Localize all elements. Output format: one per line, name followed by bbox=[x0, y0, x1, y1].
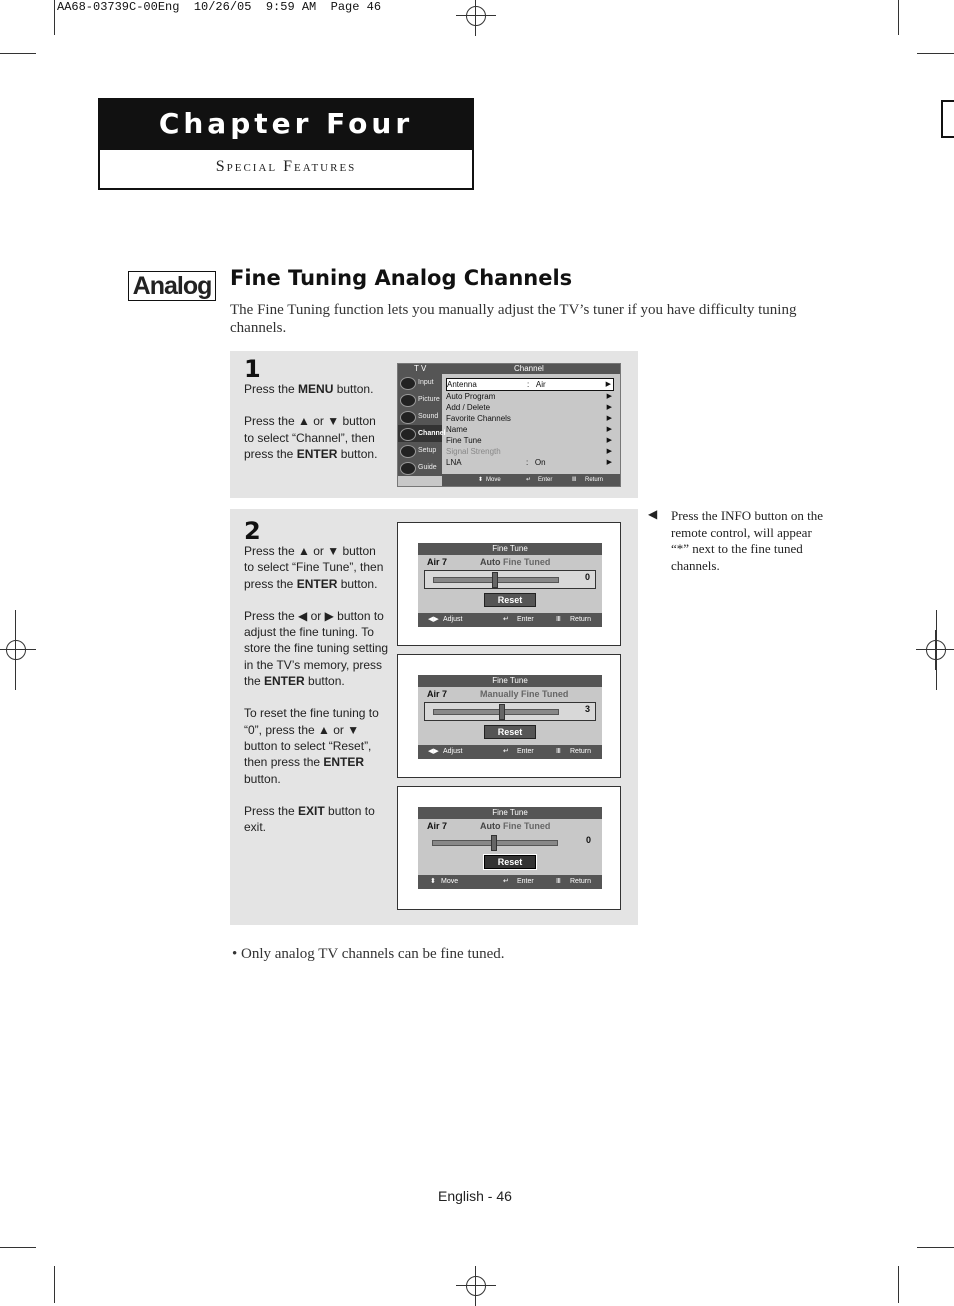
registration-mark bbox=[916, 630, 954, 670]
return-icon: Ⅲ bbox=[556, 878, 561, 885]
arrow-right-icon: ▶ bbox=[606, 437, 612, 444]
crop-mark bbox=[54, 0, 55, 35]
tv-menu-list bbox=[446, 378, 614, 468]
return-icon: Ⅲ bbox=[572, 477, 577, 483]
menu-row-favorite-channels: Favorite Channels ▶ bbox=[446, 414, 612, 423]
enter-icon: ↵ bbox=[526, 477, 532, 483]
enter-icon: ↵ bbox=[503, 616, 509, 623]
intro-text: The Fine Tuning function lets you manually adjust the TV’s tuner if you have difficulty tuning channels. bbox=[230, 302, 797, 336]
sidebar-item-guide: Guide bbox=[398, 459, 442, 476]
step2-text bbox=[244, 543, 389, 851]
fine-tune-screen-3 bbox=[397, 786, 621, 910]
pointer-left-icon: ◀ bbox=[648, 507, 658, 521]
tv-menu-header: T V Channel bbox=[398, 364, 620, 374]
tv-menu-footer: ⬍ Move ↵ Enter Ⅲ Return bbox=[442, 474, 620, 486]
fine-tune-title: Fine Tune bbox=[418, 807, 602, 819]
arrow-right-icon: ▶ bbox=[605, 381, 611, 388]
menu-row-lna: LNA : On ▶ bbox=[446, 458, 612, 467]
fine-tune-slider: 3 bbox=[424, 702, 596, 721]
setup-icon bbox=[400, 445, 416, 458]
chapter-subtitle: Special Features bbox=[215, 158, 357, 175]
step1-para2: Press the ▲ or ▼ button to select “Channel”, then press the ENTER button. bbox=[244, 414, 378, 461]
step1-number: 1 bbox=[244, 355, 261, 383]
registration-mark bbox=[0, 630, 36, 670]
print-slug: AA68-03739C-00Eng 10/26/05 9:59 AM Page 46 bbox=[57, 0, 382, 14]
crop-mark bbox=[0, 53, 36, 54]
adjust-icon: ◀▶ bbox=[428, 748, 439, 755]
step2-para3: To reset the fine tuning to “0”, press the ▲ or ▼ button to select “Reset”, then press the ENTER button. bbox=[244, 706, 379, 786]
slider-knob bbox=[491, 835, 497, 851]
crop-mark bbox=[0, 1247, 36, 1248]
arrow-right-icon: ▶ bbox=[606, 415, 612, 422]
page-number: English - 46 bbox=[438, 1188, 512, 1204]
reset-button: Reset bbox=[484, 725, 536, 739]
chapter-title: Chapter Four bbox=[100, 100, 472, 150]
sidebar-item-input: Input bbox=[398, 374, 442, 391]
menu-row-name: Name ▶ bbox=[446, 425, 612, 434]
fine-tune-slider: 0 bbox=[424, 570, 596, 589]
chapter-header bbox=[98, 98, 474, 190]
tv-menu-sidebar bbox=[398, 374, 446, 476]
registration-mark bbox=[456, 0, 496, 36]
fine-tune-slider: 0 bbox=[424, 834, 596, 851]
step2-para1: Press the ▲ or ▼ button to select “Fine Tune”, then press the ENTER button. bbox=[244, 544, 384, 591]
arrow-right-icon: ▶ bbox=[606, 448, 612, 455]
crop-mark bbox=[54, 1266, 55, 1303]
step2-para2: Press the ◀ or ▶ button to adjust the fine tuning. To store the fine tuning setting in the TV’s memory, press the ENTER button. bbox=[244, 608, 389, 689]
arrow-right-icon: ▶ bbox=[606, 426, 612, 433]
fine-tune-screen-2 bbox=[397, 654, 621, 778]
analog-badge: Analog bbox=[128, 271, 216, 301]
crop-mark bbox=[898, 0, 899, 35]
picture-icon bbox=[400, 394, 416, 407]
arrow-right-icon: ▶ bbox=[606, 393, 612, 400]
guide-icon bbox=[400, 462, 416, 475]
fine-tune-osd: Fine Tune Air 7 Auto Fine Tuned 0 Reset ◀▶ Adjust ↵ Enter Ⅲ Return bbox=[418, 543, 602, 627]
fine-tune-footer: ⬍ Move ↵ Enter Ⅲ Return bbox=[418, 875, 602, 889]
bullet-note: • Only analog TV channels can be fine tuned. bbox=[232, 946, 505, 962]
crop-mark bbox=[917, 53, 954, 54]
move-icon: ⬍ bbox=[430, 878, 436, 885]
sidebar-item-setup: Setup bbox=[398, 442, 442, 459]
step2-para4: Press the EXIT button to exit. bbox=[244, 803, 375, 835]
enter-icon: ↵ bbox=[503, 748, 509, 755]
enter-icon: ↵ bbox=[503, 878, 509, 885]
reset-button: Reset bbox=[484, 593, 536, 607]
sound-icon bbox=[400, 411, 416, 424]
arrow-right-icon: ▶ bbox=[606, 404, 612, 411]
fine-tune-footer: ◀▶ Adjust ↵ Enter Ⅲ Return bbox=[418, 613, 602, 627]
menu-row-add-delete: Add / Delete ▶ bbox=[446, 403, 612, 412]
input-icon bbox=[400, 377, 416, 390]
fine-tune-osd: Fine Tune Air 7 Manually Fine Tuned 3 Reset ◀▶ Adjust ↵ Enter Ⅲ Return bbox=[418, 675, 602, 759]
move-icon: ⬍ bbox=[478, 477, 484, 483]
fine-tune-footer: ◀▶ Adjust ↵ Enter Ⅲ Return bbox=[418, 745, 602, 759]
return-icon: Ⅲ bbox=[556, 616, 561, 623]
menu-row-signal-strength: Signal Strength ▶ bbox=[446, 447, 612, 456]
fine-tune-title: Fine Tune bbox=[418, 675, 602, 687]
adjust-icon: ◀▶ bbox=[428, 616, 439, 623]
slider-knob bbox=[499, 704, 505, 720]
sidebar-item-sound: Sound bbox=[398, 408, 442, 425]
tv-channel-menu bbox=[397, 363, 621, 487]
section-title: Fine Tuning Analog Channels bbox=[230, 266, 573, 290]
sidebar-item-picture: Picture bbox=[398, 391, 442, 408]
crop-mark bbox=[917, 1247, 954, 1248]
menu-row-fine-tune: Fine Tune ▶ bbox=[446, 436, 612, 445]
menu-row-antenna: Antenna : Air ▶ bbox=[446, 378, 614, 391]
crop-mark bbox=[898, 1266, 899, 1303]
fine-tune-osd: Fine Tune Air 7 Auto Fine Tuned 0 Reset ⬍ Move ↵ Enter Ⅲ Return bbox=[418, 807, 602, 889]
side-note: Press the INFO button on the remote control, will appear “*” next to the fine tuned channels. bbox=[671, 508, 824, 573]
reset-button: Reset bbox=[484, 855, 536, 869]
fine-tune-screen-1 bbox=[397, 522, 621, 646]
thumb-tab bbox=[941, 100, 954, 138]
step1-para1: Press the MENU button. bbox=[244, 382, 374, 396]
menu-row-auto-program: Auto Program ▶ bbox=[446, 392, 612, 401]
step2-number: 2 bbox=[244, 517, 261, 545]
sidebar-item-channel: Channel bbox=[398, 425, 442, 442]
slider-knob bbox=[492, 572, 498, 588]
fine-tune-title: Fine Tune bbox=[418, 543, 602, 555]
channel-icon bbox=[400, 428, 416, 441]
registration-mark bbox=[456, 1266, 496, 1306]
return-icon: Ⅲ bbox=[556, 748, 561, 755]
step1-text bbox=[244, 381, 389, 478]
arrow-right-icon: ▶ bbox=[606, 459, 612, 466]
